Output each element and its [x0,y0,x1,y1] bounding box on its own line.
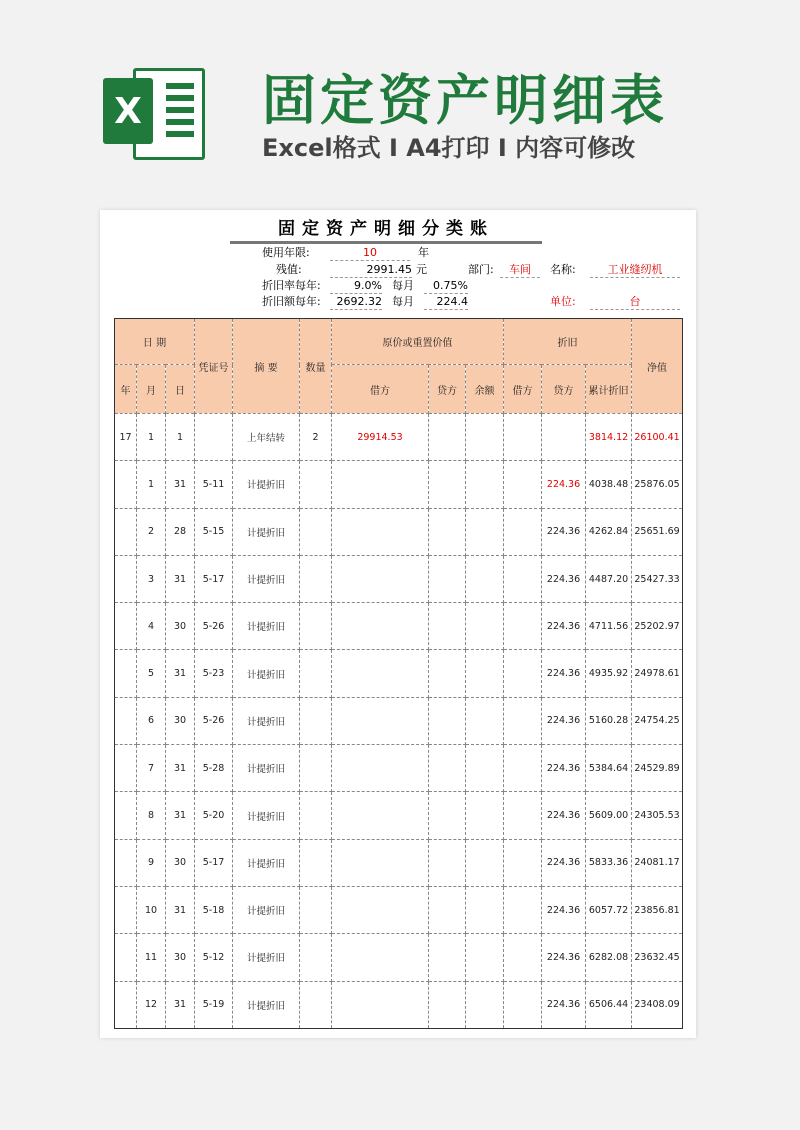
header-net: 净值 [632,319,683,414]
cell-dep-debit[interactable] [504,461,542,508]
cell-voucher[interactable]: 5-26 [195,697,233,744]
cell-month[interactable]: 6 [137,697,166,744]
cell-year[interactable] [115,886,137,933]
cell-month[interactable]: 1 [137,461,166,508]
cell-credit[interactable] [429,603,466,650]
cell-year[interactable] [115,603,137,650]
cell-summary[interactable]: 计提折旧 [233,461,300,508]
cell-balance[interactable] [466,603,504,650]
excel-logo-icon [103,62,203,160]
cell-credit[interactable] [429,508,466,555]
logo-letter: X [103,78,153,144]
cell-balance[interactable] [466,792,504,839]
cell-balance[interactable] [466,981,504,1028]
cell-summary[interactable]: 上年结转 [233,414,300,461]
header-balance: 余额 [466,365,504,414]
cell-dep-credit[interactable]: 224.36 [542,886,586,933]
banner-title: 固定资产明细表 [262,69,668,132]
cell-day[interactable]: 31 [166,461,195,508]
cell-dep-debit[interactable] [504,886,542,933]
cell-day[interactable]: 30 [166,934,195,981]
cell-debit[interactable] [332,981,429,1028]
cell-qty[interactable] [300,839,332,886]
cell-month[interactable]: 5 [137,650,166,697]
cell-dep-credit[interactable]: 224.36 [542,745,586,792]
cell-balance[interactable] [466,650,504,697]
cell-balance[interactable] [466,934,504,981]
use-years-label: 使用年限: [262,246,310,259]
header-month: 月 [137,365,166,414]
cell-dep-debit[interactable] [504,981,542,1028]
cell-net[interactable]: 23856.81 [632,886,683,933]
cell-credit[interactable] [429,792,466,839]
name-label: 名称: [550,263,576,276]
cell-net[interactable]: 24754.25 [632,697,683,744]
cell-year[interactable] [115,461,137,508]
cell-balance[interactable] [466,839,504,886]
cell-day[interactable]: 31 [166,792,195,839]
cell-dep-credit[interactable]: 224.36 [542,934,586,981]
rate-per-month-label: 每月 [392,279,414,292]
cell-voucher[interactable]: 5-11 [195,461,233,508]
cell-net[interactable]: 24978.61 [632,650,683,697]
cell-net[interactable]: 24529.89 [632,745,683,792]
cell-debit[interactable] [332,555,429,602]
cell-debit[interactable] [332,745,429,792]
banner [0,0,800,205]
cell-dep-acc[interactable]: 5160.28 [586,697,632,744]
cell-summary[interactable]: 计提折旧 [233,745,300,792]
cell-credit[interactable] [429,555,466,602]
table-row [115,839,683,886]
table-row [115,697,683,744]
amount-year-value[interactable]: 2692.32 [330,295,382,310]
cell-qty[interactable] [300,461,332,508]
cell-qty[interactable] [300,650,332,697]
cell-debit[interactable] [332,934,429,981]
cell-month[interactable]: 8 [137,792,166,839]
cell-qty[interactable] [300,555,332,602]
cell-debit[interactable] [332,697,429,744]
cell-balance[interactable] [466,745,504,792]
cell-month[interactable]: 4 [137,603,166,650]
cell-debit[interactable] [332,650,429,697]
cell-balance[interactable] [466,461,504,508]
cell-dep-debit[interactable] [504,603,542,650]
cell-summary[interactable]: 计提折旧 [233,555,300,602]
cell-net[interactable]: 24081.17 [632,839,683,886]
cell-dep-acc[interactable]: 4038.48 [586,461,632,508]
cell-qty[interactable] [300,886,332,933]
cell-year[interactable] [115,745,137,792]
cell-qty[interactable] [300,745,332,792]
cell-credit[interactable] [429,981,466,1028]
cell-net[interactable]: 26100.41 [632,414,683,461]
cell-summary[interactable]: 计提折旧 [233,792,300,839]
cell-qty[interactable] [300,603,332,650]
cell-qty[interactable] [300,697,332,744]
cell-year[interactable]: 17 [115,414,137,461]
cell-day[interactable]: 31 [166,745,195,792]
cell-month[interactable]: 7 [137,745,166,792]
cell-qty[interactable] [300,508,332,555]
cell-voucher[interactable]: 5-18 [195,886,233,933]
cell-summary[interactable]: 计提折旧 [233,603,300,650]
cell-dep-credit[interactable]: 224.36 [542,650,586,697]
cell-dep-credit[interactable]: 224.36 [542,981,586,1028]
cell-credit[interactable] [429,414,466,461]
table-row [115,603,683,650]
table-row [115,934,683,981]
cell-dep-debit[interactable] [504,792,542,839]
cell-voucher[interactable]: 5-17 [195,839,233,886]
cell-summary[interactable]: 计提折旧 [233,934,300,981]
cell-year[interactable] [115,697,137,744]
cell-dep-acc[interactable]: 6506.44 [586,981,632,1028]
cell-day[interactable]: 30 [166,697,195,744]
header-dep-debit: 借方 [504,365,542,414]
cell-dep-credit[interactable]: 224.36 [542,508,586,555]
dept-value[interactable]: 车间 [500,263,540,278]
cell-dep-acc[interactable]: 5609.00 [586,792,632,839]
cell-month[interactable]: 12 [137,981,166,1028]
cell-voucher[interactable]: 5-28 [195,745,233,792]
cell-dep-credit[interactable]: 224.36 [542,461,586,508]
cell-balance[interactable] [466,555,504,602]
table-row [115,508,683,555]
cell-qty[interactable] [300,981,332,1028]
cell-dep-acc[interactable]: 4711.56 [586,603,632,650]
cell-dep-debit[interactable] [504,697,542,744]
header-orig: 原价或重置价值 [332,319,504,365]
cell-credit[interactable] [429,745,466,792]
residual-unit: 元 [416,263,427,276]
cell-dep-debit[interactable] [504,508,542,555]
unit-value[interactable]: 台 [590,295,680,310]
header-debit: 借方 [332,365,429,414]
cell-net[interactable]: 25427.33 [632,555,683,602]
table-row [115,981,683,1028]
cell-net[interactable]: 25876.05 [632,461,683,508]
cell-dep-acc[interactable]: 4935.92 [586,650,632,697]
cell-dep-acc[interactable]: 6282.08 [586,934,632,981]
table-row [115,650,683,697]
cell-summary[interactable]: 计提折旧 [233,697,300,744]
cell-dep-debit[interactable] [504,650,542,697]
cell-summary[interactable]: 计提折旧 [233,981,300,1028]
cell-net[interactable]: 23632.45 [632,934,683,981]
cell-debit[interactable] [332,603,429,650]
cell-net[interactable]: 25202.97 [632,603,683,650]
cell-voucher[interactable]: 5-26 [195,603,233,650]
cell-month[interactable]: 2 [137,508,166,555]
header-dep-credit: 贷方 [542,365,586,414]
cell-day[interactable]: 31 [166,981,195,1028]
rate-year-value[interactable]: 9.0% [330,279,382,294]
cell-debit[interactable] [332,508,429,555]
header-qty: 数量 [300,319,332,414]
cell-dep-acc[interactable]: 6057.72 [586,886,632,933]
header-year: 年 [115,365,137,414]
cell-dep-debit[interactable] [504,934,542,981]
cell-voucher[interactable]: 5-19 [195,981,233,1028]
cell-dep-credit[interactable]: 224.36 [542,792,586,839]
cell-month[interactable]: 10 [137,886,166,933]
dept-label: 部门: [468,263,494,276]
cell-dep-credit[interactable]: 224.36 [542,555,586,602]
cell-month[interactable]: 1 [137,414,166,461]
cell-month[interactable]: 9 [137,839,166,886]
cell-month[interactable]: 11 [137,934,166,981]
residual-label: 残值: [276,263,302,276]
cell-day[interactable]: 31 [166,555,195,602]
table-row [115,745,683,792]
table-row [115,886,683,933]
cell-balance[interactable] [466,508,504,555]
sheet-title: 固定资产明细分类账 [230,219,542,244]
cell-debit[interactable] [332,839,429,886]
cell-dep-debit[interactable] [504,555,542,602]
cell-voucher[interactable]: 5-12 [195,934,233,981]
cell-day[interactable]: 31 [166,650,195,697]
cell-year[interactable] [115,934,137,981]
rate-label: 折旧率每年: [262,279,321,292]
cell-credit[interactable] [429,650,466,697]
cell-dep-acc[interactable]: 4262.84 [586,508,632,555]
header-summary: 摘 要 [233,319,300,414]
cell-voucher[interactable] [195,414,233,461]
ledger-body [115,414,683,1029]
cell-debit[interactable] [332,792,429,839]
cell-month[interactable]: 3 [137,555,166,602]
cell-day[interactable]: 1 [166,414,195,461]
cell-voucher[interactable]: 5-20 [195,792,233,839]
residual-value[interactable]: 2991.45 [330,263,412,278]
cell-qty[interactable] [300,792,332,839]
cell-year[interactable] [115,792,137,839]
cell-summary[interactable]: 计提折旧 [233,508,300,555]
cell-dep-credit[interactable] [542,414,586,461]
cell-net[interactable]: 23408.09 [632,981,683,1028]
cell-voucher[interactable]: 5-17 [195,555,233,602]
header-voucher: 凭证号 [195,319,233,414]
amount-per-month-label: 每月 [392,295,414,308]
cell-summary[interactable]: 计提折旧 [233,839,300,886]
cell-credit[interactable] [429,886,466,933]
cell-dep-debit[interactable] [504,839,542,886]
cell-debit[interactable]: 29914.53 [332,414,429,461]
cell-voucher[interactable]: 5-23 [195,650,233,697]
cell-day[interactable]: 31 [166,886,195,933]
use-years-value[interactable]: 10 [330,246,410,261]
ledger-table [114,318,683,1029]
table-row [115,414,683,461]
table-row [115,792,683,839]
cell-summary[interactable]: 计提折旧 [233,886,300,933]
cell-year[interactable] [115,981,137,1028]
table-row [115,461,683,508]
table-row [115,555,683,602]
rate-month-value[interactable]: 0.75% [424,279,468,294]
cell-year[interactable] [115,555,137,602]
cell-year[interactable] [115,650,137,697]
cell-balance[interactable] [466,697,504,744]
unit-label: 单位: [550,295,576,308]
cell-day[interactable]: 30 [166,839,195,886]
header-dep: 折旧 [504,319,632,365]
cell-qty[interactable]: 2 [300,414,332,461]
cell-year[interactable] [115,839,137,886]
cell-credit[interactable] [429,697,466,744]
cell-net[interactable]: 25651.69 [632,508,683,555]
cell-dep-credit[interactable]: 224.36 [542,697,586,744]
header-date: 日 期 [115,319,195,365]
cell-voucher[interactable]: 5-15 [195,508,233,555]
cell-day[interactable]: 30 [166,603,195,650]
amount-label: 折旧额每年: [262,295,321,308]
banner-subtitle: Excel格式 I A4打印 I 内容可修改 [262,134,636,162]
cell-dep-acc[interactable]: 3814.12 [586,414,632,461]
cell-credit[interactable] [429,934,466,981]
cell-dep-acc[interactable]: 5833.36 [586,839,632,886]
cell-net[interactable]: 24305.53 [632,792,683,839]
header-dep-acc: 累计折旧 [586,365,632,414]
cell-balance[interactable] [466,414,504,461]
cell-credit[interactable] [429,839,466,886]
use-years-unit: 年 [418,246,429,259]
header-day: 日 [166,365,195,414]
cell-dep-credit[interactable]: 224.36 [542,839,586,886]
cell-dep-debit[interactable] [504,745,542,792]
header-credit: 贷方 [429,365,466,414]
cell-debit[interactable] [332,461,429,508]
cell-balance[interactable] [466,886,504,933]
name-value[interactable]: 工业缝纫机 [590,263,680,278]
cell-dep-acc[interactable]: 4487.20 [586,555,632,602]
cell-dep-debit[interactable] [504,414,542,461]
amount-month-value[interactable]: 224.4 [424,295,468,310]
cell-year[interactable] [115,508,137,555]
cell-dep-acc[interactable]: 5384.64 [586,745,632,792]
cell-day[interactable]: 28 [166,508,195,555]
cell-qty[interactable] [300,934,332,981]
cell-debit[interactable] [332,886,429,933]
cell-dep-credit[interactable]: 224.36 [542,603,586,650]
cell-credit[interactable] [429,461,466,508]
cell-summary[interactable]: 计提折旧 [233,650,300,697]
